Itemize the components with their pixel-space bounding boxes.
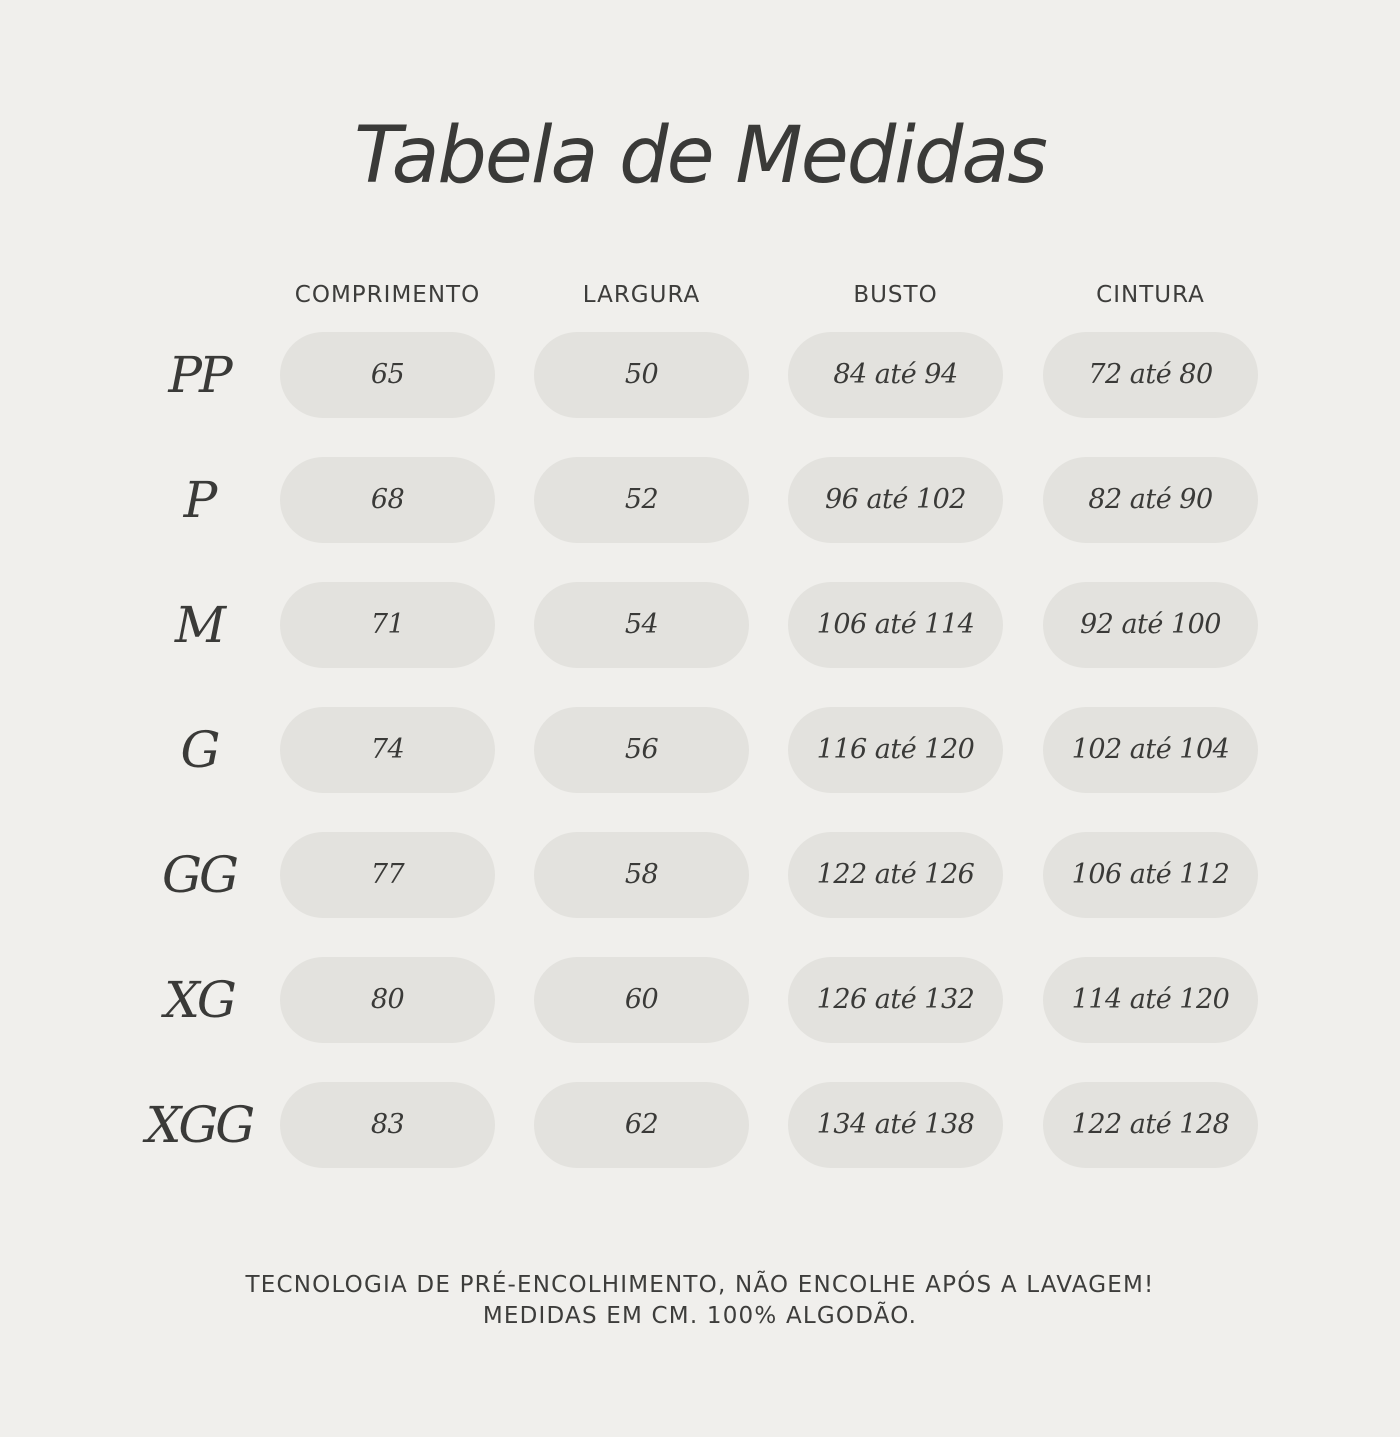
measure-cell-largura: 50 [534, 332, 749, 418]
footer-note-line-2: MEDIDAS EM CM. 100% ALGODÃO. [482, 1303, 918, 1329]
column-header-largura: LARGURA [582, 282, 701, 308]
measure-cell-busto: 122 até 126 [788, 832, 1003, 918]
measure-cell-largura: 56 [534, 707, 749, 793]
measure-cell-largura: 54 [534, 582, 749, 668]
measure-cell-busto: 106 até 114 [788, 582, 1003, 668]
measure-cell-busto: 84 até 94 [788, 332, 1003, 418]
measure-cell-largura: 62 [534, 1082, 749, 1168]
column-header-cintura: CINTURA [1096, 282, 1205, 308]
measure-cell-cintura: 72 até 80 [1043, 332, 1258, 418]
measure-cell-cintura: 82 até 90 [1043, 457, 1258, 543]
measure-cell-comprimento: 77 [280, 832, 495, 918]
measure-cell-comprimento: 80 [280, 957, 495, 1043]
size-label: XG [164, 971, 234, 1029]
measure-cell-comprimento: 68 [280, 457, 495, 543]
measure-cell-largura: 60 [534, 957, 749, 1043]
page-title: Tabela de Medidas [354, 111, 1046, 201]
size-label: PP [168, 346, 230, 404]
measure-cell-cintura: 114 até 120 [1043, 957, 1258, 1043]
size-label: XGG [145, 1096, 253, 1154]
measure-cell-comprimento: 83 [280, 1082, 495, 1168]
measure-cell-largura: 58 [534, 832, 749, 918]
measure-cell-cintura: 122 até 128 [1043, 1082, 1258, 1168]
measure-cell-largura: 52 [534, 457, 749, 543]
column-header-busto: BUSTO [853, 282, 938, 308]
measure-cell-busto: 116 até 120 [788, 707, 1003, 793]
size-label: GG [162, 846, 236, 904]
size-label: M [174, 596, 224, 654]
size-label: G [180, 721, 218, 779]
size-label: P [183, 471, 215, 529]
measure-cell-comprimento: 65 [280, 332, 495, 418]
measure-cell-cintura: 106 até 112 [1043, 832, 1258, 918]
measure-cell-cintura: 102 até 104 [1043, 707, 1258, 793]
measure-cell-comprimento: 74 [280, 707, 495, 793]
measure-cell-busto: 96 até 102 [788, 457, 1003, 543]
measure-cell-comprimento: 71 [280, 582, 495, 668]
column-header-comprimento: COMPRIMENTO [294, 282, 481, 308]
measure-cell-busto: 126 até 132 [788, 957, 1003, 1043]
measure-cell-cintura: 92 até 100 [1043, 582, 1258, 668]
measure-cell-busto: 134 até 138 [788, 1082, 1003, 1168]
footer-note-line-1: TECNOLOGIA DE PRÉ-ENCOLHIMENTO, NÃO ENCOLHE APÓS A LAVAGEM! [245, 1272, 1155, 1298]
